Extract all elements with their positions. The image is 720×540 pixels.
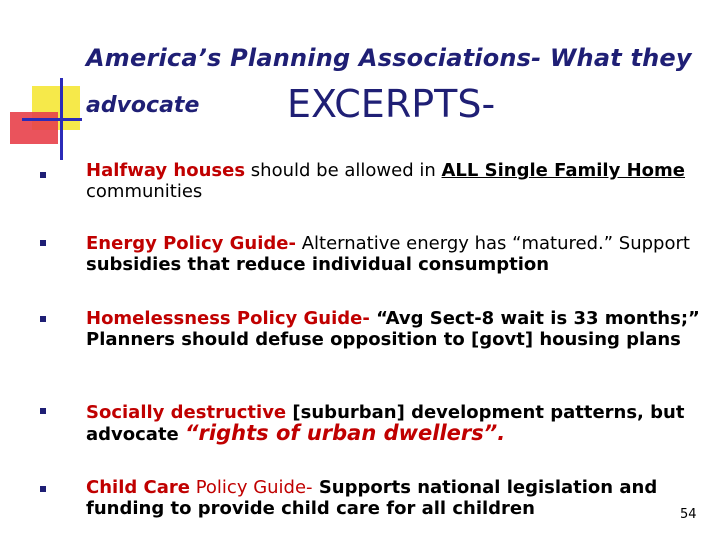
bullet-marker	[40, 408, 46, 414]
bullet-text-run: [suburban] development patterns, but advocate	[86, 402, 685, 445]
bullet-item-halfway-houses	[86, 160, 706, 202]
bullet-text-run: subsidies that reduce individual consumption	[86, 254, 550, 275]
bullet-marker	[40, 486, 46, 492]
bullet-marker	[40, 172, 46, 178]
bullet-text-run: Policy Guide-	[189, 477, 313, 498]
bullet-marker	[40, 316, 46, 322]
bullet-item-energy-policy	[86, 233, 706, 275]
bullet-text-run: Supports national legislation and funding to provide child care for all children	[86, 477, 658, 519]
page-number: 54	[680, 507, 697, 522]
bullet-item-socially-destructive	[86, 402, 706, 445]
bullet-text-run: Homelessness Policy Guide-	[86, 308, 370, 329]
bullet-item-child-care	[86, 477, 666, 519]
bullet-text-run: communities	[86, 181, 203, 202]
bullet-text-run: Energy Policy Guide-	[86, 233, 296, 254]
slide-title-excerpts: EXCERPTS-	[287, 82, 496, 126]
slide-title-line2: advocate	[86, 93, 200, 118]
bullet-marker	[40, 240, 46, 246]
bullet-text-run: Socially destructive	[86, 402, 287, 423]
bullet-text-run: “rights of urban dwellers”.	[185, 421, 506, 445]
bullet-text-run: ALL Single Family Home	[441, 160, 685, 181]
decor-red-bar	[10, 112, 58, 144]
bullet-text-run: Child Care	[86, 477, 190, 498]
bullet-item-homelessness-policy	[86, 308, 706, 350]
bullet-text-run: Halfway houses	[86, 160, 246, 181]
bullet-text-run: Alternative energy has “matured.” Support	[295, 233, 690, 254]
bullet-text-run: “Avg Sect-8 wait is 33 months;” Planners should defuse opposition to [govt] housing plans	[86, 308, 700, 350]
slide-title-line1: America’s Planning Associations- What they	[86, 44, 692, 72]
decor-blue-horizontal-line	[22, 118, 82, 121]
bullet-text-run: should be allowed in	[245, 160, 442, 181]
